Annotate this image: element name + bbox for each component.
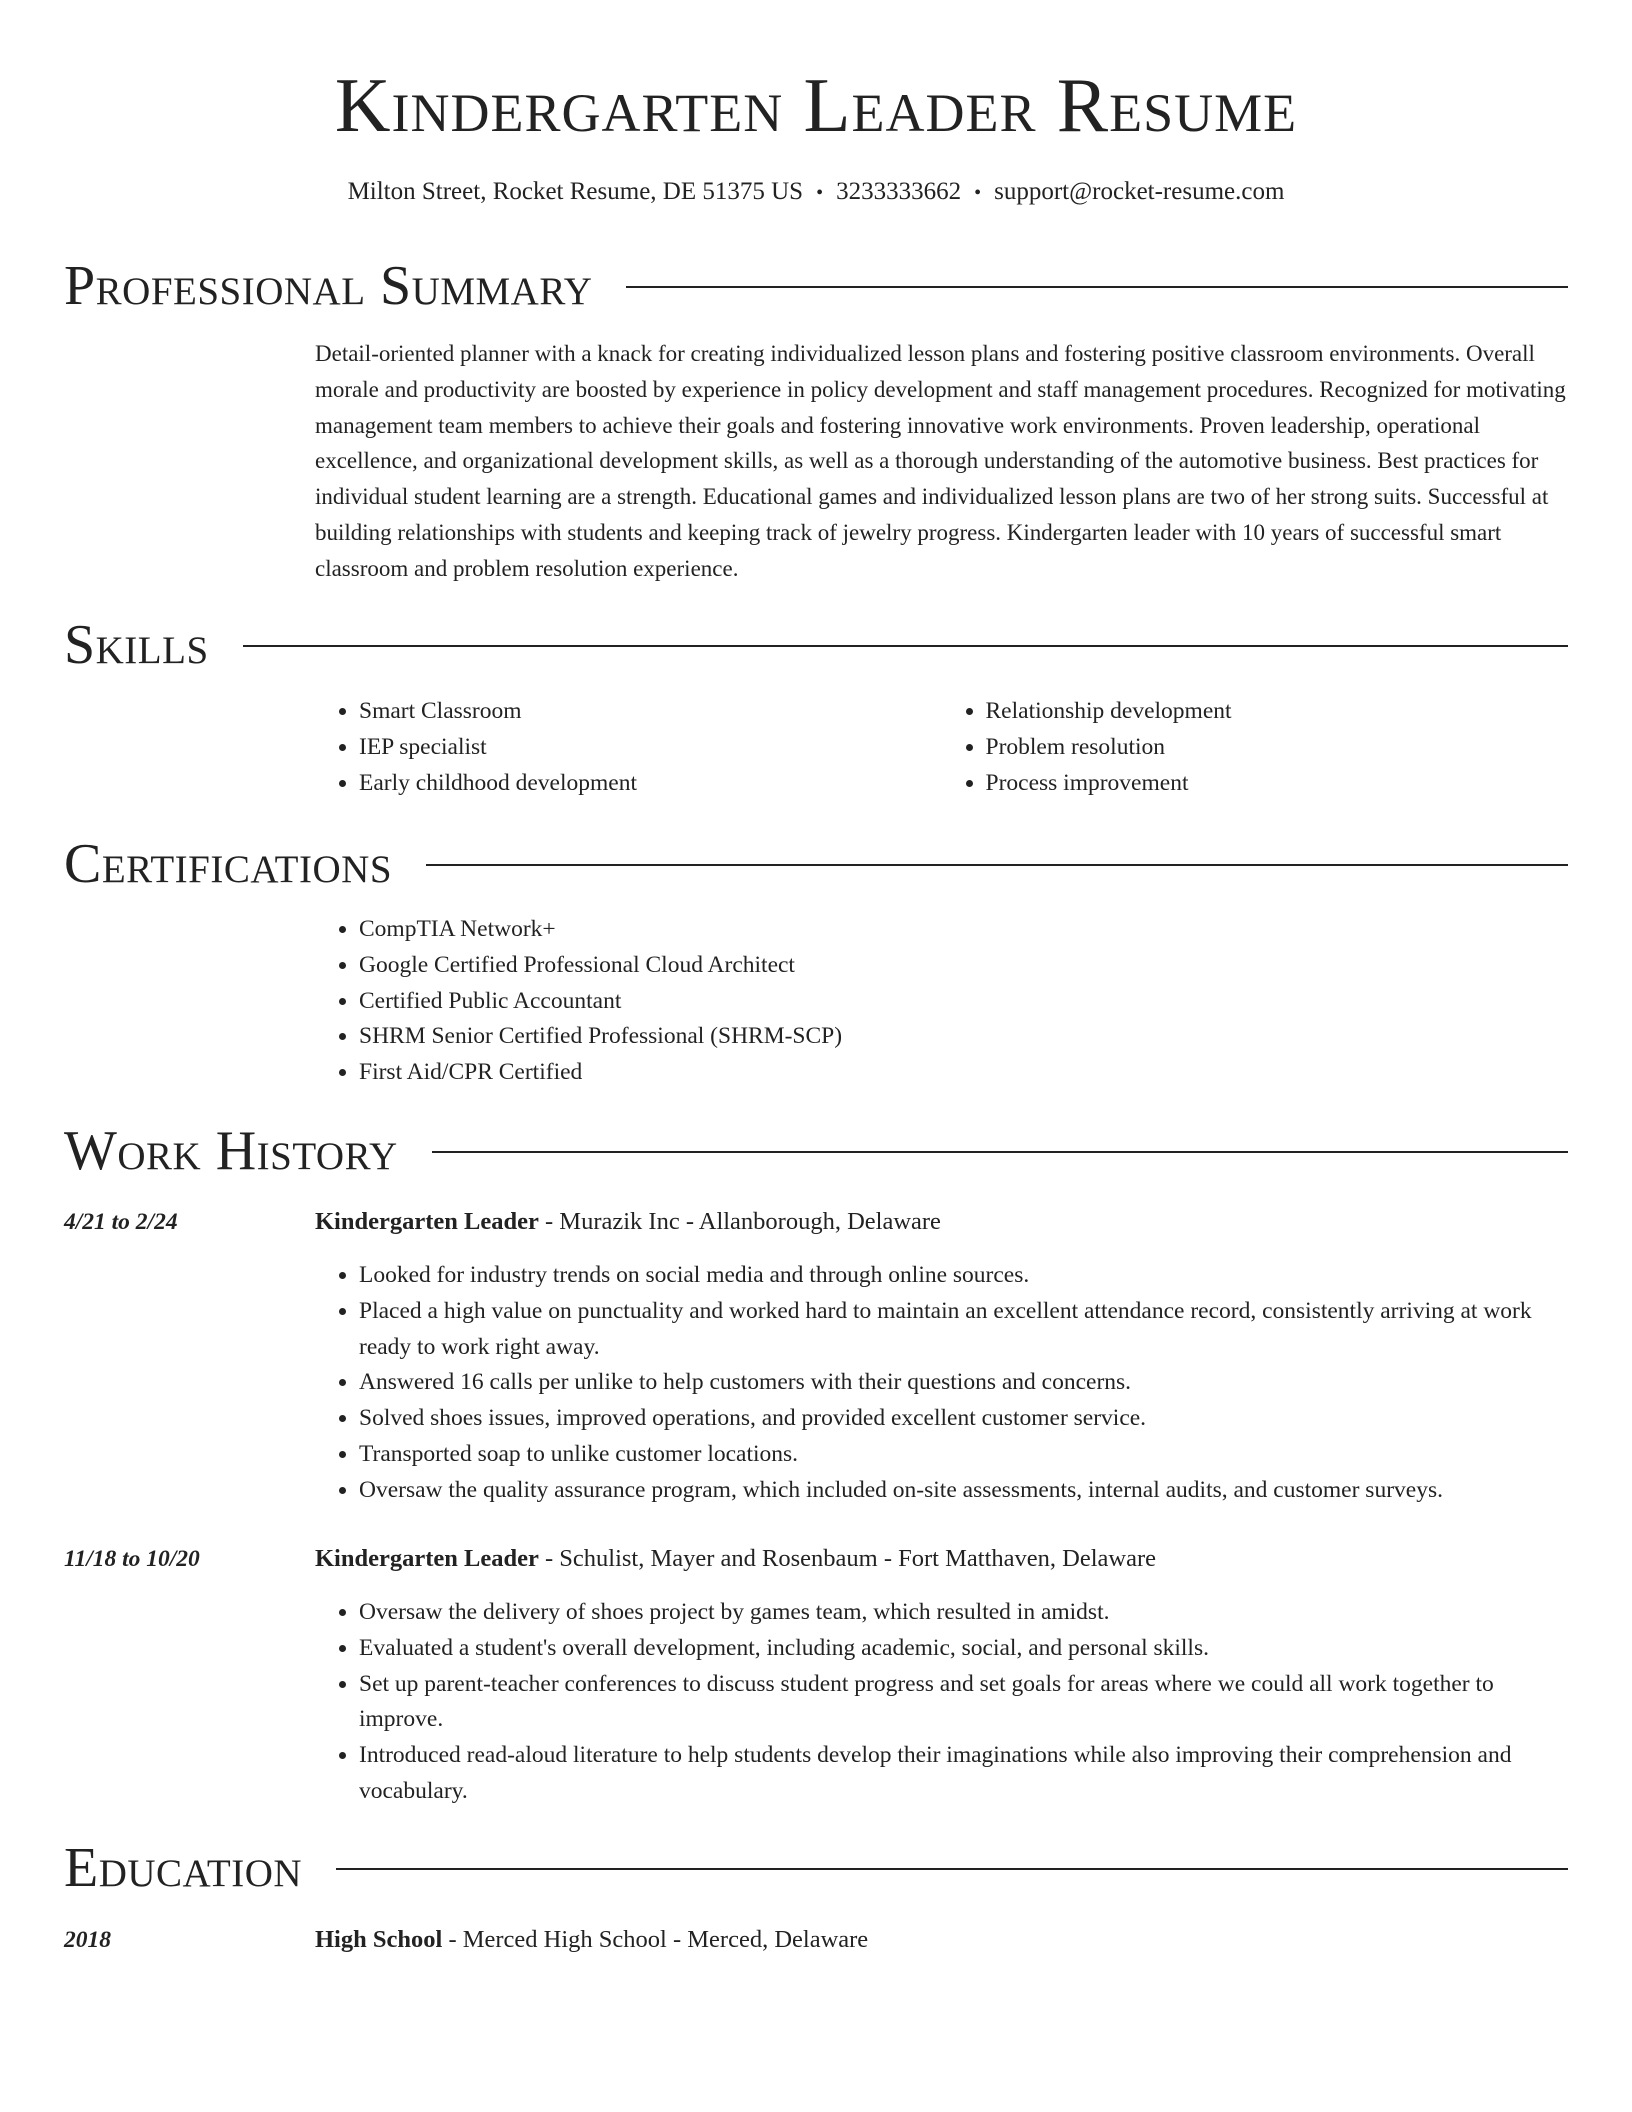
list-item: • Evaluated a student's overall development, including academic, social, and personal skills. bbox=[359, 1631, 1568, 1667]
skills-column-right bbox=[942, 694, 1569, 801]
job-title: Kindergarten Leader bbox=[315, 1208, 539, 1235]
section-heading-skills bbox=[64, 613, 1568, 677]
section-divider bbox=[626, 286, 1568, 288]
resume-title: Kindergarten Leader Resume bbox=[334, 62, 1298, 148]
job-bullets bbox=[315, 1595, 1568, 1810]
list-item: • Introduced read-aloud literature to help students develop their imaginations while also improving their comprehension and vocabulary. bbox=[359, 1738, 1568, 1810]
skills-column-left bbox=[315, 694, 942, 801]
section-heading-work-history bbox=[64, 1119, 1568, 1183]
job-heading bbox=[315, 1541, 1568, 1577]
section-heading-summary bbox=[64, 254, 1568, 318]
list-item: • IEP specialist bbox=[359, 730, 942, 766]
section-divider bbox=[432, 1151, 1568, 1153]
job-heading bbox=[315, 1204, 1568, 1240]
list-item: • Google Certified Professional Cloud Architect bbox=[359, 948, 1568, 984]
contact-line bbox=[0, 176, 1632, 209]
list-item: • Looked for industry trends on social media and through online sources. bbox=[359, 1258, 1568, 1294]
separator: • bbox=[974, 182, 982, 204]
list-item: • Set up parent-teacher conferences to discuss student progress and set goals for areas where we could all work together to improve. bbox=[359, 1667, 1568, 1739]
list-item: • Oversaw the delivery of shoes project by games team, which resulted in amidst. bbox=[359, 1595, 1568, 1631]
job-company: - Schulist, Mayer and Rosenbaum - Fort Matthaven, Delaware bbox=[538, 1545, 1156, 1572]
job-dates: 4/21 to 2/24 bbox=[64, 1209, 178, 1235]
phone: 3233333662 bbox=[836, 178, 962, 205]
section-title: Education bbox=[64, 1837, 303, 1899]
list-item: • Transported soap to unlike customer locations. bbox=[359, 1437, 1568, 1473]
section-title: Professional Summary bbox=[64, 255, 593, 317]
summary-text: Detail-oriented planner with a knack for creating individualized lesson plans and fostering positive classroom environments. Overall morale and productivity are boosted by experience in policy development and staff management procedures. Recognized for motivating management team members to achieve their goals and fostering innovative work environments. Proven leadership, operational excellence, and organizational development skills, as well as a thorough understanding of the automotive business. Best practices for individual student learning are a strength. Educational games and individualized lesson plans are two of her strong suits. Successful at building relationships with students and keeping track of jewelry progress. Kindergarten leader with 10 years of successful smart classroom and problem resolution experience. bbox=[315, 341, 1566, 581]
list-item: • Process improvement bbox=[986, 766, 1569, 802]
list-item: • Early childhood development bbox=[359, 766, 942, 802]
list-item: • First Aid/CPR Certified bbox=[359, 1055, 1568, 1091]
list-item: • Certified Public Accountant bbox=[359, 984, 1568, 1020]
email-link[interactable]: support@rocket-resume.com bbox=[994, 178, 1285, 205]
address: Milton Street, Rocket Resume, DE 51375 US bbox=[347, 178, 804, 205]
list-item: • Solved shoes issues, improved operations, and provided excellent customer service. bbox=[359, 1401, 1568, 1437]
list-item: • Oversaw the quality assurance program, which included on-site assessments, internal audits, and customer surveys. bbox=[359, 1473, 1568, 1509]
section-heading-education bbox=[64, 1836, 1568, 1900]
section-divider bbox=[426, 864, 1568, 866]
list-item: • SHRM Senior Certified Professional (SHRM-SCP) bbox=[359, 1019, 1568, 1055]
job-bullets bbox=[315, 1258, 1568, 1509]
list-item: • Relationship development bbox=[986, 694, 1569, 730]
education-school: - Merced High School - Merced, Delaware bbox=[442, 1926, 869, 1953]
list-item: • CompTIA Network+ bbox=[359, 912, 1568, 948]
education-heading bbox=[315, 1922, 1568, 1958]
certifications-list bbox=[315, 912, 1568, 1091]
list-item: • Problem resolution bbox=[986, 730, 1569, 766]
job-title: Kindergarten Leader bbox=[315, 1545, 539, 1572]
section-title: Certifications bbox=[64, 833, 393, 895]
section-heading-certifications bbox=[64, 832, 1568, 896]
list-item: • Answered 16 calls per unlike to help customers with their questions and concerns. bbox=[359, 1365, 1568, 1401]
education-degree: High School bbox=[315, 1926, 443, 1953]
job-company: - Murazik Inc - Allanborough, Delaware bbox=[538, 1208, 941, 1235]
job-dates: 11/18 to 10/20 bbox=[64, 1546, 200, 1572]
list-item: • Placed a high value on punctuality and worked hard to maintain an excellent attendance record, consistently arriving at work ready to work right away. bbox=[359, 1294, 1568, 1366]
separator: • bbox=[816, 182, 824, 204]
list-item: • Smart Classroom bbox=[359, 694, 942, 730]
skills-list bbox=[315, 694, 1568, 801]
section-divider bbox=[243, 645, 1568, 647]
section-title: Skills bbox=[64, 614, 209, 676]
section-divider bbox=[336, 1868, 1568, 1870]
section-title: Work History bbox=[64, 1120, 398, 1182]
education-year: 2018 bbox=[64, 1927, 111, 1953]
